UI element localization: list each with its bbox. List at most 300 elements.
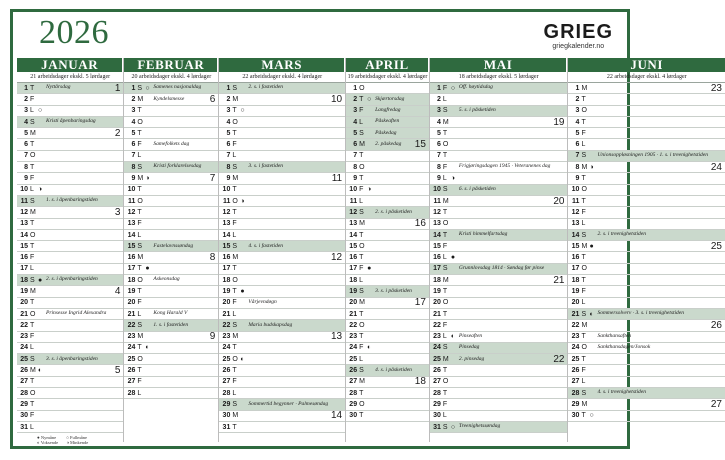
day-row [430,162,568,173]
day-row [568,173,725,184]
day-number: 24 [127,344,136,352]
day-number: 10 [20,186,28,194]
day-number: 14 [571,231,580,239]
day-number: 21 [433,310,441,318]
day-row [346,286,429,297]
day-note: Treenighetssøndag [458,423,501,430]
weekday-letter: F [581,367,586,375]
day-row [430,365,568,376]
weekday-letter: T [442,231,448,239]
day-row [568,128,725,139]
weekday-letter: F [581,287,586,295]
day-number: 15 [349,242,358,250]
weekday-letter: O [30,152,36,160]
day-note: Pinseaften [458,332,483,339]
day-row [219,106,345,117]
weekday-letter: L [30,265,34,273]
day-number: 3 [575,107,580,115]
day-row [17,162,123,173]
weekday-letter: F [581,208,586,216]
day-number: 10 [349,186,358,194]
weekday-letter: L [359,118,363,126]
week-number: 19 [553,116,565,128]
day-row [430,230,568,241]
weekday-letter: M [359,299,365,307]
week-number: 26 [710,319,722,331]
day-number: 15 [571,242,580,250]
day-number: 12 [127,208,136,216]
week-number: 23 [710,82,722,94]
day-number: 15 [127,242,136,250]
weekday-letter: T [30,220,35,228]
legend-label: Fullmåne [70,435,88,440]
week-number: 9 [209,331,216,343]
weekday-letter: T [30,242,35,250]
day-number: 31 [222,423,231,431]
weekday-letter: T [359,310,364,318]
day-row [568,354,725,365]
day-number: 9 [24,175,28,183]
moon-phase-icon: ○ [589,411,594,420]
day-row [219,207,345,218]
day-row [219,128,345,139]
day-number: 25 [127,355,136,363]
moon-phase-icon: ● [450,253,456,262]
day-row [219,117,345,128]
moon-phase-icon: ○ [240,106,245,115]
day-number: 26 [127,367,136,375]
moon-phase-icon: ◑ [38,185,43,194]
day-number: 3 [226,107,231,115]
month-column-februar [124,58,219,442]
day-number: 17 [127,265,136,273]
day-number: 26 [571,367,580,375]
moon-symbol-icon: ◑ [66,440,69,445]
day-number: 20 [20,299,28,307]
day-row [346,196,429,207]
weekday-letter: L [442,333,447,341]
day-number: 25 [433,355,441,363]
logo-url: griegkalender.no [552,43,605,50]
month-column-juni [568,58,725,442]
weekday-letter: F [442,163,448,171]
day-note: Frigjøringsdagen 1945 · Veteranenes dag [458,163,551,170]
day-row [430,106,568,117]
weekday-letter: T [232,186,237,194]
weekday-letter: F [359,344,364,352]
day-number: 13 [349,220,358,228]
day-row [219,139,345,150]
weekday-letter: T [359,254,364,262]
week-number: 8 [209,252,216,264]
day-number: 26 [222,367,231,375]
day-row [219,343,345,354]
day-row [17,139,123,150]
day-number: 12 [349,208,358,216]
day-number: 31 [433,423,441,431]
day-note: Nyttårsdag [46,84,71,91]
day-number: 30 [571,412,580,420]
day-number: 21 [349,310,358,318]
day-row [568,377,725,388]
weekday-letter: S [359,367,364,375]
day-number: 16 [433,254,441,262]
weekday-letter: M [581,400,588,408]
weekday-letter: T [232,107,237,115]
workdays-note: 20 arbeidsdager ekskl. 4 lørdager [124,72,218,83]
weekday-letter: T [232,344,237,352]
weekday-letter: F [30,254,35,262]
day-row [346,230,429,241]
weekday-letter: O [232,355,238,363]
day-number: 17 [433,265,441,273]
weekday-letter: T [137,265,142,273]
weekday-letter: S [30,118,35,126]
day-row [568,388,725,399]
day-row [219,196,345,207]
day-row [568,320,725,331]
day-number: 9 [437,175,441,183]
weekday-letter: S [581,389,587,397]
day-row [430,128,568,139]
day-number: 13 [127,220,136,228]
day-note: Kyndelsmesse [153,95,185,102]
day-number: 27 [20,378,28,386]
day-row [219,422,345,433]
day-number: 4 [575,118,580,126]
day-row [430,388,568,399]
day-number: 10 [433,186,441,194]
day-number: 6 [575,141,580,149]
weekday-letter: S [581,231,587,239]
weekday-letter: O [137,355,143,363]
day-number: 18 [20,276,28,284]
day-row [219,219,345,230]
day-number: 6 [437,141,441,149]
day-row [568,252,725,263]
day-number: 23 [571,333,580,341]
day-note: 2. s. i treenighetstiden [597,231,646,238]
day-row [219,286,345,297]
year-title: 2026 [39,14,109,51]
weekday-letter: T [30,400,35,408]
day-number: 13 [222,220,231,228]
day-row [568,275,725,286]
weekday-letter: O [442,220,449,228]
week-number: 6 [209,93,216,105]
day-number: 5 [575,129,580,137]
week-number: 11 [331,173,343,185]
weekday-letter: M [442,197,449,205]
day-row [346,117,429,128]
day-note: 2. s. i påsketiden [375,208,412,215]
day-number: 26 [20,367,28,375]
weekday-letter: S [30,355,35,363]
week-number: 3 [114,206,121,218]
day-row [430,354,568,365]
day-row [124,230,218,241]
day-note: Skjærtorsdag [375,95,405,102]
weekday-letter: O [581,186,587,194]
weekday-letter: L [581,141,586,149]
moon-phase-icon: ● [240,286,245,295]
month-name: JANUAR [17,58,123,72]
day-number: 29 [349,400,358,408]
weekday-letter: T [137,208,142,216]
day-row [124,332,218,343]
weekday-letter: T [442,208,448,216]
week-number: 1 [114,82,121,94]
day-note: Prinsesse Ingrid Alexandra [46,310,107,317]
day-number: 15 [20,242,28,250]
day-number: 8 [226,163,231,171]
day-row [124,377,218,388]
week-number: 15 [414,139,426,151]
day-number: 7 [226,152,231,160]
day-row [17,377,123,388]
day-number: 13 [433,220,441,228]
day-row [124,343,218,354]
day-row [346,207,429,218]
day-row [17,151,123,162]
week-number: 16 [414,218,426,230]
workdays-note: 19 arbeidsdager ekskl. 4 lørdager [346,72,429,83]
day-note: 3. s. i åpenbaringstiden [46,355,98,362]
weekday-letter: T [359,333,364,341]
day-row [568,286,725,297]
weekday-letter: L [137,389,142,397]
day-number: 11 [433,197,441,205]
day-row [219,241,345,252]
day-number: 3 [131,107,136,115]
weekday-letter: S [137,321,143,329]
weekday-letter: O [442,299,449,307]
weekday-letter: T [232,423,237,431]
day-number: 3 [353,107,358,115]
day-number: 10 [222,186,231,194]
day-row [219,320,345,331]
day-row [219,411,345,422]
day-row [346,173,429,184]
workdays-note: 18 arbeidsdager ekskl. 5 lørdager [430,72,568,83]
day-number: 30 [222,412,231,420]
day-row [568,162,725,173]
day-row [219,230,345,241]
day-row [430,252,568,263]
day-row [124,241,218,252]
day-number: 28 [433,389,441,397]
day-number: 24 [571,344,580,352]
day-row [568,298,725,309]
day-row [219,185,345,196]
day-number: 23 [433,333,441,341]
workdays-note: 22 arbeidsdager ekskl. 4 lørdager [219,72,345,83]
weekday-letter: S [137,242,143,250]
day-row [17,264,123,275]
weekday-letter: S [30,276,35,284]
day-number: 27 [433,378,441,386]
day-row [17,399,123,410]
week-number: 14 [330,410,343,422]
weekday-letter: F [232,299,237,307]
weekday-letter: T [359,231,364,239]
brand-logo [544,22,613,50]
moon-symbol-icon: ◐ [37,440,40,445]
day-row [124,264,218,275]
day-row [17,275,123,286]
day-row [568,117,725,128]
day-note: 6. s. i påsketiden [458,186,496,193]
weekday-letter: T [442,389,448,397]
weekday-letter: T [581,197,586,205]
day-row [219,151,345,162]
weekday-letter: L [137,310,142,318]
weekday-letter: O [137,197,143,205]
weekday-letter: O [359,400,365,408]
day-row [430,94,568,105]
day-number: 22 [571,321,580,329]
day-number: 16 [20,254,28,262]
day-row [219,173,345,184]
weekday-letter: M [30,287,36,295]
day-number: 23 [20,333,28,341]
day-row [430,309,568,320]
moon-phase-icon: ○ [367,94,372,103]
day-note: Kristi åpenbaringsdag [46,118,96,125]
weekday-letter: M [581,242,588,250]
week-number: 21 [553,274,565,286]
day-number: 23 [127,333,136,341]
day-row [430,377,568,388]
weekday-letter: S [137,84,143,92]
day-row [346,106,429,117]
day-number: 5 [226,129,231,137]
day-note: 3. s. i fastetiden [248,163,284,170]
day-row [17,173,123,184]
weekday-letter: O [442,141,449,149]
day-row [430,286,568,297]
weekday-letter: T [581,355,586,363]
day-number: 18 [127,276,136,284]
week-number: 27 [710,398,722,410]
day-number: 9 [353,175,358,183]
weekday-letter: L [232,231,237,239]
day-number: 23 [349,333,358,341]
day-number: 9 [226,175,231,183]
day-number: 8 [353,163,358,171]
day-number: 11 [222,197,231,205]
day-note: 2. s. i åpenbaringstiden [46,276,98,283]
day-row [430,422,568,433]
day-number: 4 [24,118,28,126]
day-number: 26 [349,367,358,375]
day-row [219,162,345,173]
weekday-letter: S [232,242,238,250]
day-row [17,128,123,139]
weekday-letter: M [232,175,239,183]
week-number: 22 [553,353,565,365]
weekday-letter: L [359,355,363,363]
weekday-letter: F [30,333,35,341]
weekday-letter: S [359,287,364,295]
day-row [430,207,568,218]
day-note: Sankthansaften [597,332,632,339]
day-number: 1 [575,84,580,92]
day-row [568,83,725,94]
day-row [568,207,725,218]
day-note: Sankthansdagen/Jonsok [597,344,651,351]
day-number: 17 [349,265,358,273]
day-number: 28 [222,389,231,397]
weekday-letter: S [442,186,448,194]
day-number: 2 [24,95,28,103]
day-row [430,399,568,410]
day-note: 2. s. i fastetiden [248,84,284,91]
day-row [568,264,725,275]
week-number: 25 [710,240,722,252]
day-note: Askeonsdag [153,276,180,283]
day-row [124,106,218,117]
day-number: 5 [131,129,136,137]
day-row [568,151,725,162]
day-row [17,332,123,343]
moon-phase-icon: ◐ [145,343,150,352]
day-number: 22 [222,321,231,329]
weekday-letter: O [232,118,238,126]
day-row [17,298,123,309]
day-number: 19 [222,287,231,295]
moon-phase-icon: ◑ [240,196,245,205]
weekday-letter: F [359,186,364,194]
day-row [430,275,568,286]
weekday-letter: M [232,95,239,103]
day-note: Kristi forklarelsesdag [153,163,202,170]
day-row [346,275,429,286]
day-number: 31 [20,423,28,431]
day-number: 23 [222,333,231,341]
day-number: 28 [349,389,358,397]
day-number: 30 [349,412,358,420]
day-note: Vårjevndøgn [248,299,277,306]
day-row [124,354,218,365]
day-number: 6 [131,141,136,149]
day-note: Pinsedag [458,344,480,351]
day-row [17,286,123,297]
day-number: 7 [575,152,580,160]
weekday-letter: O [359,84,365,92]
weekday-letter: T [137,344,142,352]
day-row [124,320,218,331]
day-number: 22 [433,321,441,329]
weekday-letter: M [232,412,239,420]
day-number: 2 [575,95,580,103]
moon-phase-icon: ◑ [589,162,594,171]
day-number: 7 [353,152,358,160]
weekday-letter: T [581,333,586,341]
weekday-letter: T [137,287,142,295]
weekday-letter: F [232,378,237,386]
weekday-letter: L [359,197,363,205]
day-note: 1. s. i åpenbaringstiden [46,197,98,204]
day-row [430,196,568,207]
workdays-note: 22 arbeidsdager ekskl. 4 lørdager [568,72,725,83]
weekday-letter: T [359,412,364,420]
day-note: Påskeaften [375,118,400,125]
weekday-letter: O [30,310,36,318]
day-row [124,162,218,173]
day-number: 11 [349,197,358,205]
day-row [219,388,345,399]
